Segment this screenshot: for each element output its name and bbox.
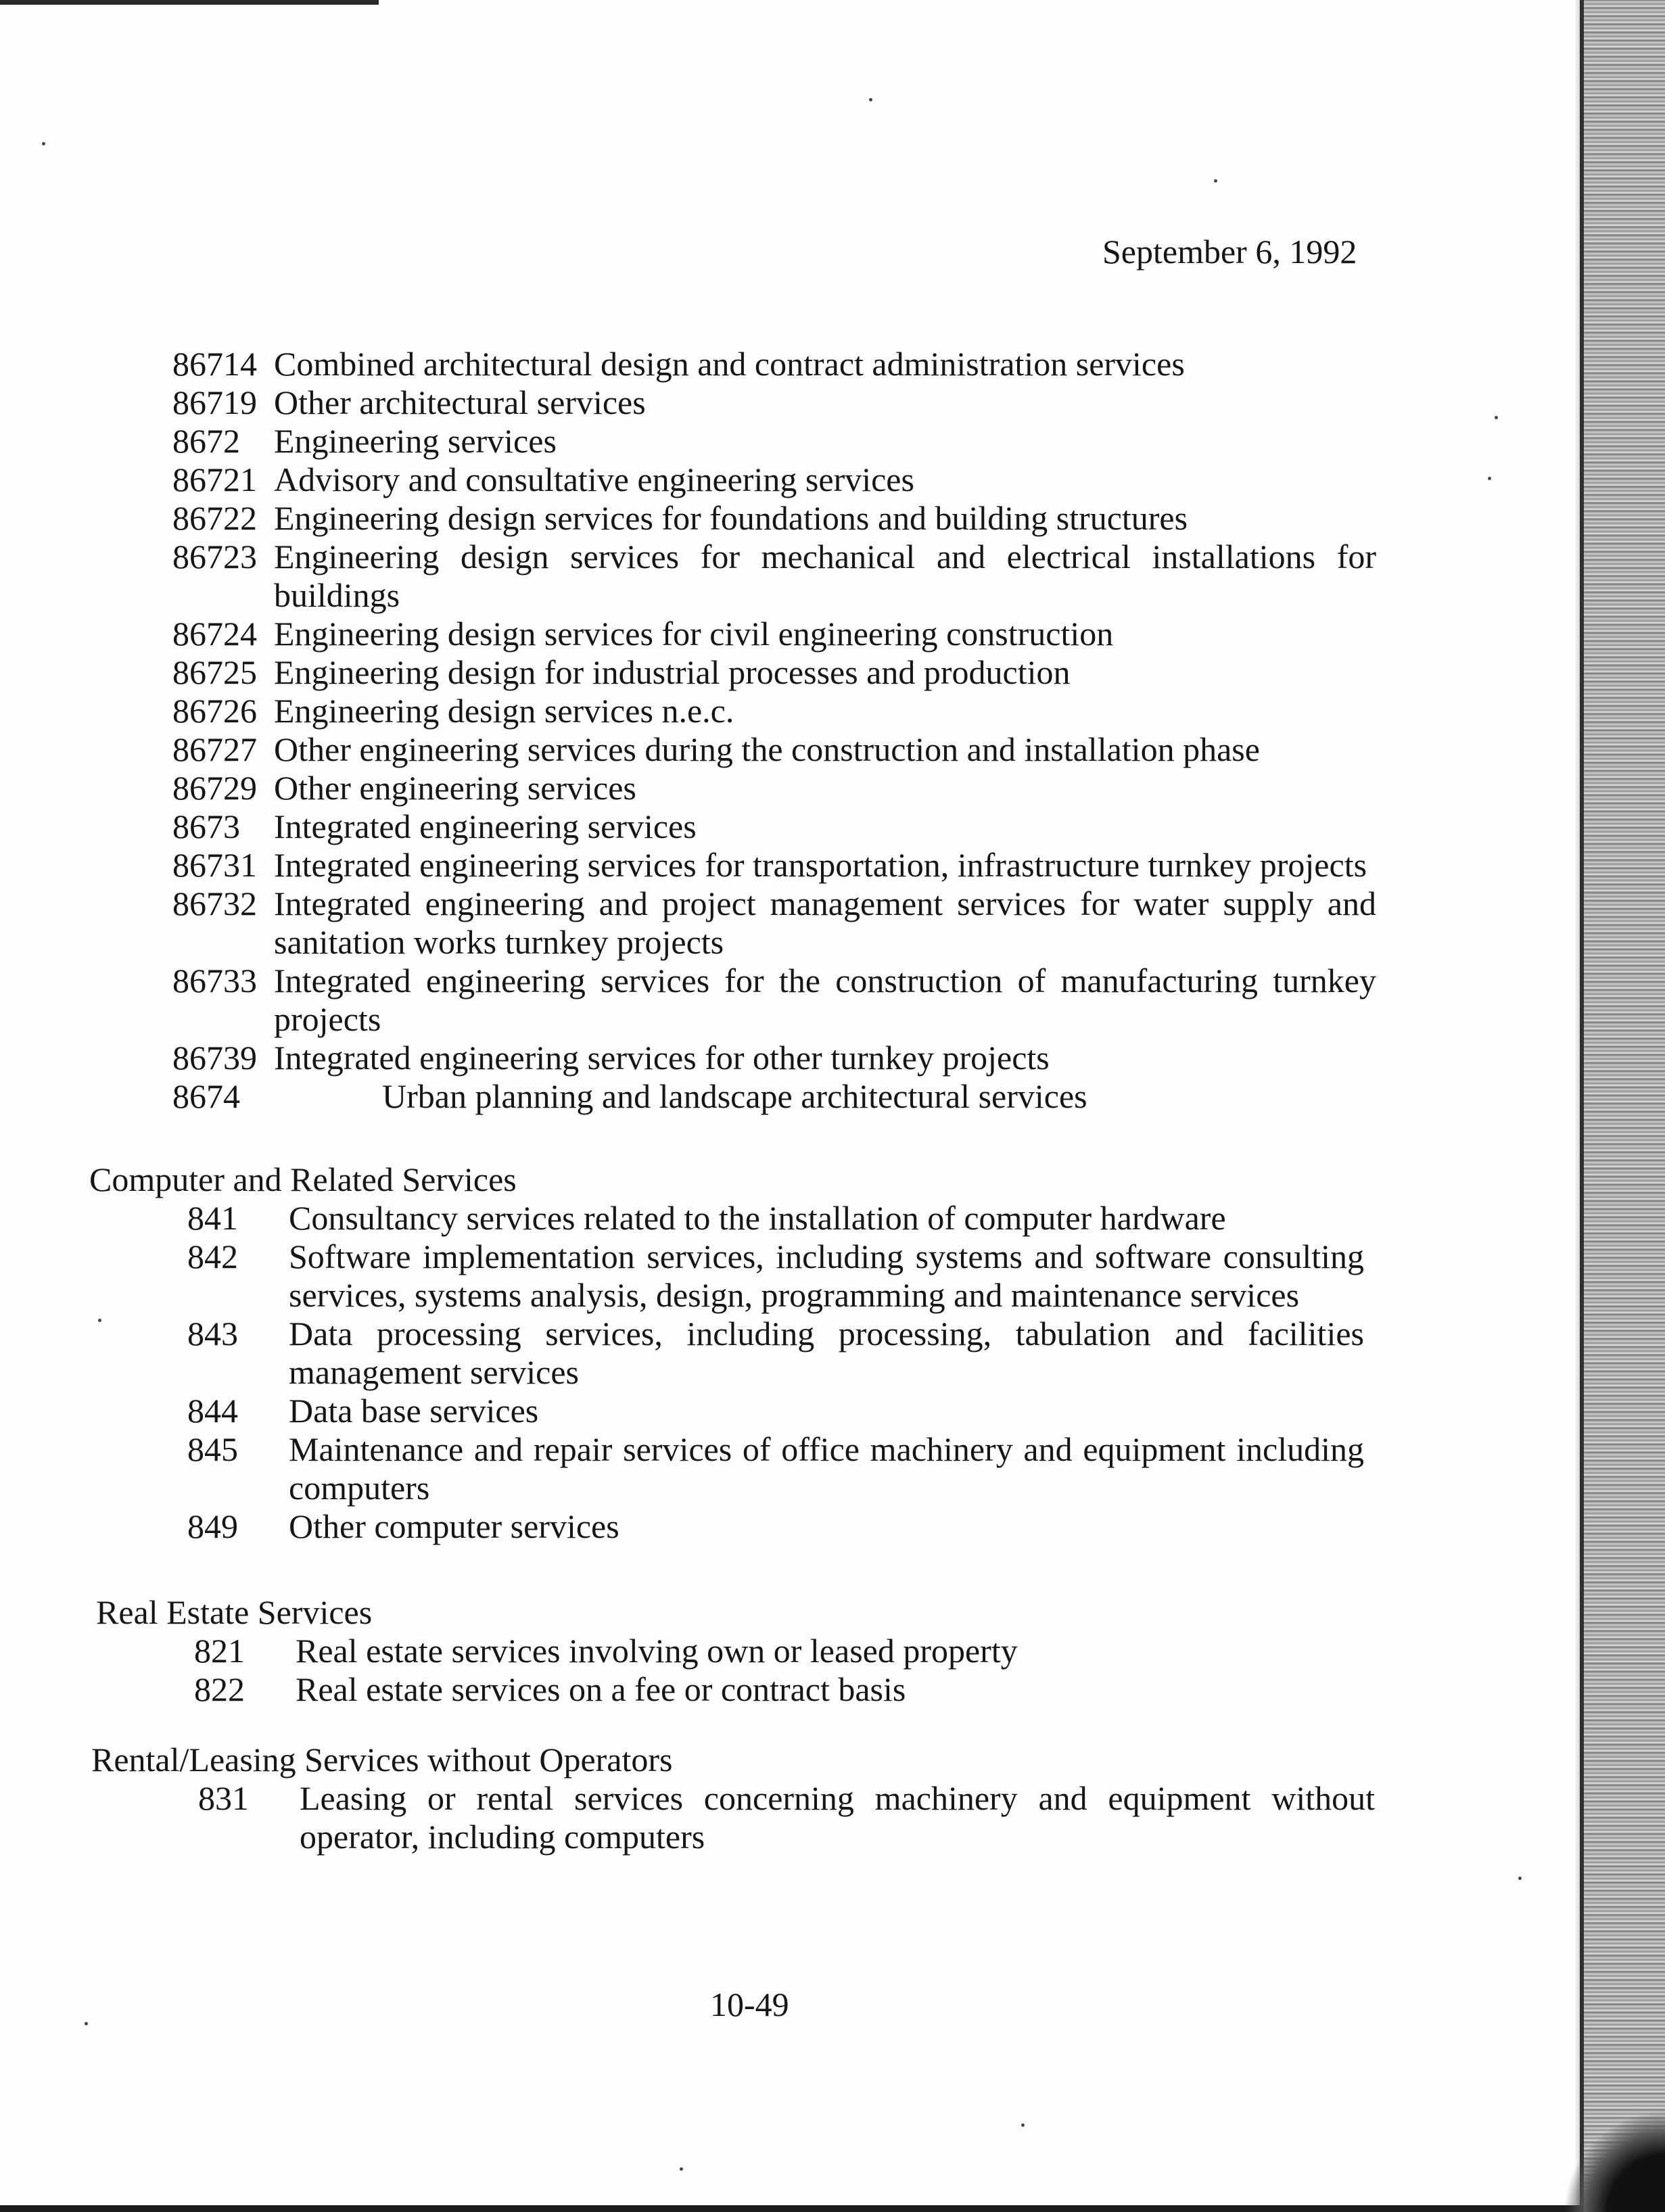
list-item: [172, 692, 1376, 730]
list-item: [172, 1039, 1376, 1077]
service-description: Integrated engineering services for other turnkey projects: [274, 1039, 1050, 1077]
list-item: [187, 1430, 1364, 1507]
service-code: 86723: [172, 538, 257, 575]
list-item: [187, 1238, 1364, 1315]
list-item: [172, 962, 1376, 1039]
service-description: Advisory and consultative engineering services: [274, 461, 914, 498]
scan-speck: [1021, 2123, 1025, 2127]
service-code: 86726: [172, 692, 257, 730]
service-code: 844: [187, 1392, 238, 1430]
service-description: Engineering design for industrial processes and production: [274, 653, 1071, 691]
list-item: [198, 1779, 1375, 1856]
service-code: 86722: [172, 499, 257, 537]
service-code: 86727: [172, 730, 257, 768]
service-description: Integrated engineering services for the construction of manufacturing turnkey projects: [274, 962, 1376, 1038]
list-item: [172, 885, 1376, 962]
service-description: Data processing services, including processing, tabulation and facilities management services: [289, 1315, 1364, 1391]
service-code: 86721: [172, 461, 257, 498]
list-item: [187, 1199, 1364, 1238]
service-description: Integrated engineering services for transportation, infrastructure turnkey projects: [274, 846, 1367, 884]
service-description: Engineering services: [274, 422, 557, 460]
service-description: Engineering design services for foundations and building structures: [274, 499, 1188, 537]
service-description: Software implementation services, including systems and software consulting services, systems analysis, design, programming and maintenance services: [289, 1238, 1364, 1314]
list-item: [172, 730, 1376, 769]
service-code: 849: [187, 1507, 238, 1545]
list-item: [194, 1632, 1371, 1670]
list-item: [172, 383, 1376, 422]
list-item: [172, 1077, 1376, 1116]
service-description: Leasing or rental services concerning machinery and equipment without operator, including computers: [300, 1779, 1375, 1856]
list-item: [187, 1392, 1364, 1430]
scan-speck: [680, 2167, 683, 2171]
section-heading: Computer and Related Services: [89, 1160, 517, 1198]
service-description: Integrated engineering and project management services for water supply and sanitation works turnkey projects: [274, 885, 1376, 961]
list-item: [172, 653, 1376, 692]
list-item: [172, 846, 1376, 885]
service-code: 86729: [172, 769, 257, 807]
scan-speck: [1518, 1877, 1522, 1880]
document-date: September 6, 1992: [1102, 233, 1357, 270]
scan-speck: [1495, 416, 1498, 419]
service-code: 86731: [172, 846, 257, 884]
scan-speck: [42, 142, 45, 145]
service-code: 86739: [172, 1039, 257, 1077]
service-description: Integrated engineering services: [274, 807, 697, 845]
service-code: 845: [187, 1430, 238, 1468]
scan-binding-edge: [1580, 0, 1665, 2212]
list-item: [187, 1507, 1364, 1546]
list-item: [172, 538, 1376, 615]
list-item: [172, 345, 1376, 383]
scan-bottom-edge: [0, 2205, 1584, 2212]
rental-leasing-services-section: [91, 1740, 1376, 1856]
computer-services-section: [89, 1160, 1374, 1546]
service-code: 831: [198, 1779, 249, 1817]
service-code: 86732: [172, 885, 257, 922]
service-description: Engineering design services n.e.c.: [274, 692, 734, 730]
service-description: Engineering design services for civil engineering construction: [274, 615, 1114, 653]
service-description: Maintenance and repair services of office machinery and equipment including computers: [289, 1430, 1364, 1507]
service-code: 86724: [172, 615, 257, 653]
list-item: [172, 769, 1376, 807]
scan-speck: [85, 2022, 88, 2025]
list-item: [172, 422, 1376, 461]
service-description: Urban planning and landscape architectural services: [382, 1077, 1087, 1115]
service-description: Combined architectural design and contract administration services: [274, 345, 1185, 383]
list-item: [172, 615, 1376, 653]
scan-speck: [1214, 179, 1217, 183]
list-item: [172, 807, 1376, 846]
service-description: Real estate services on a fee or contract basis: [296, 1670, 906, 1708]
real-estate-services-list: [194, 1632, 1371, 1709]
service-description: Engineering design services for mechanical and electrical installations for buildings: [274, 538, 1376, 614]
service-description: Other architectural services: [274, 383, 646, 421]
service-code: 821: [194, 1632, 245, 1670]
list-item: [194, 1670, 1371, 1709]
section-heading: Real Estate Services: [96, 1593, 373, 1631]
real-estate-services-section: [96, 1593, 1381, 1709]
service-code: 86733: [172, 962, 257, 999]
service-description: Data base services: [289, 1392, 539, 1430]
service-description: Other engineering services: [274, 769, 636, 807]
service-code: 86714: [172, 345, 257, 383]
scan-top-edge: [0, 0, 379, 5]
service-description: Real estate services involving own or leased property: [296, 1632, 1018, 1670]
service-code: 86719: [172, 383, 257, 421]
service-description: Other computer services: [289, 1507, 619, 1545]
scan-speck: [869, 98, 872, 101]
service-code: 8673: [172, 807, 240, 845]
page-number: 10-49: [710, 1985, 789, 2023]
service-code: 843: [187, 1315, 238, 1352]
section-heading: Rental/Leasing Services without Operators: [91, 1741, 673, 1779]
service-code: 841: [187, 1199, 238, 1237]
rental-leasing-services-list: [198, 1779, 1375, 1856]
list-item: [172, 461, 1376, 499]
engineering-services-list: [172, 345, 1376, 1116]
scan-speck: [1488, 477, 1491, 480]
service-description: Other engineering services during the construction and installation phase: [274, 730, 1260, 768]
service-code: 8672: [172, 422, 240, 460]
service-code: 8674: [172, 1077, 240, 1115]
list-item: [187, 1315, 1364, 1392]
service-code: 822: [194, 1670, 245, 1708]
computer-services-list: [187, 1199, 1364, 1546]
service-code: 86725: [172, 653, 257, 691]
list-item: [172, 499, 1376, 538]
service-description: Consultancy services related to the installation of computer hardware: [289, 1199, 1226, 1237]
page-corner-curl: [1564, 2111, 1665, 2212]
service-code: 842: [187, 1238, 238, 1275]
